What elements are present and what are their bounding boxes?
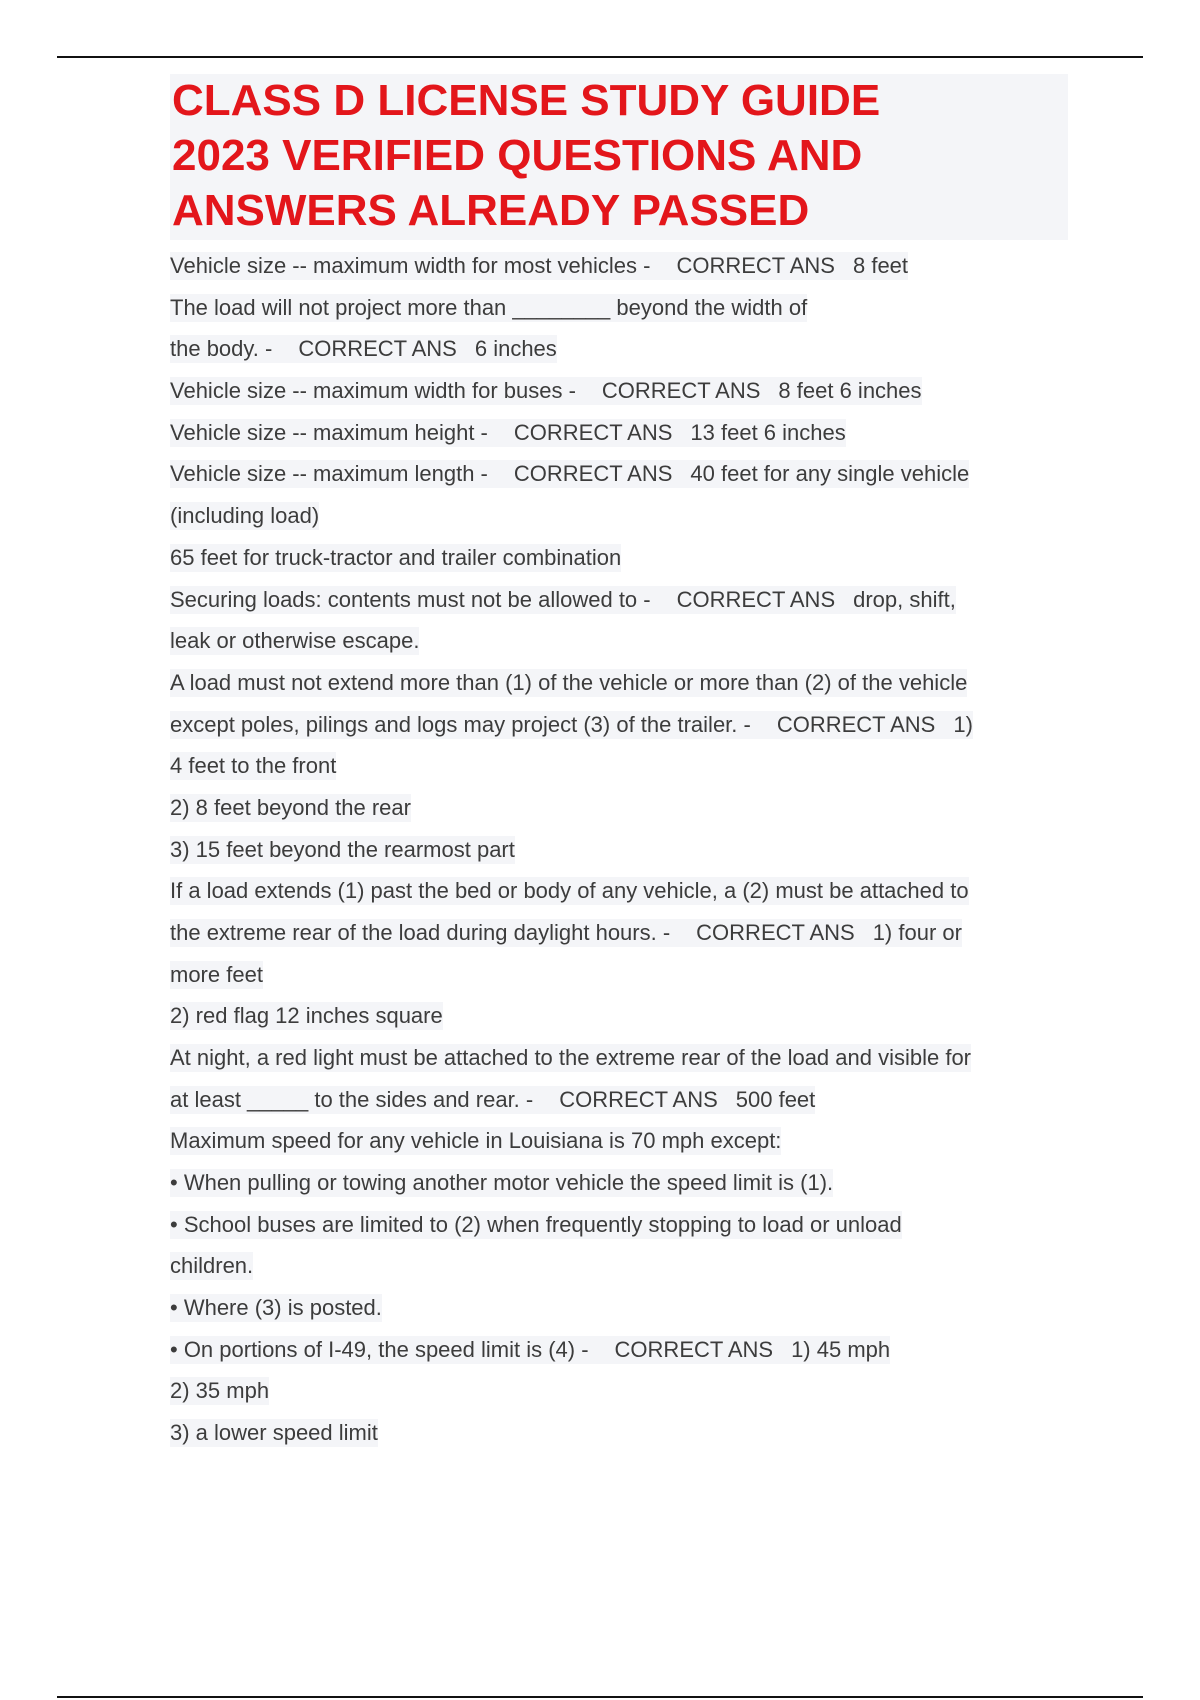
line-highlight: [170, 669, 967, 697]
question-text: the body. -: [170, 336, 273, 361]
question-text: 3) 15 feet beyond the rearmost part: [170, 837, 515, 862]
line-highlight: [170, 752, 336, 780]
correct-answer-marker: CORRECT ANS: [614, 1337, 774, 1362]
text-line: [170, 1416, 378, 1450]
line-highlight: [170, 1294, 382, 1322]
line-highlight: [170, 1336, 890, 1364]
correct-answer-marker: CORRECT ANS: [776, 712, 936, 737]
question-text: 3) a lower speed limit: [170, 1420, 378, 1445]
text-line: [170, 1166, 833, 1200]
line-highlight: [170, 1419, 378, 1447]
line-highlight: [170, 377, 922, 405]
text-line: [170, 249, 908, 283]
question-text: 4 feet to the front: [170, 753, 337, 778]
question-text: Maximum speed for any vehicle in Louisiana is 70 mph except:: [170, 1128, 782, 1153]
line-highlight: [170, 544, 621, 572]
text-line: [170, 457, 969, 491]
text-line: [170, 791, 411, 825]
answer-text: 13 feet 6 inches: [690, 420, 846, 445]
answer-text: 1): [953, 712, 973, 737]
text-line: [170, 1249, 253, 1283]
question-text: 65 feet for truck-tractor and trailer combination: [170, 545, 622, 570]
question-text: 2) 8 feet beyond the rear: [170, 795, 411, 820]
text-line: [170, 291, 807, 325]
line-highlight: [170, 919, 962, 947]
question-text: more feet: [170, 962, 263, 987]
answer-text: 6 inches: [474, 336, 557, 361]
correct-answer-marker: CORRECT ANS: [298, 336, 457, 361]
correct-answer-marker: CORRECT ANS: [676, 253, 835, 278]
line-highlight: [170, 794, 411, 822]
correct-answer-marker: CORRECT ANS: [559, 1087, 718, 1112]
answer-text: drop, shift,: [853, 587, 956, 612]
text-line: [170, 833, 515, 867]
question-text: • On portions of I-49, the speed limit is (4) -: [170, 1337, 589, 1362]
text-line: [170, 332, 557, 366]
answer-text: 40 feet for any single vehicle: [690, 461, 970, 486]
title-line-1: CLASS D LICENSE STUDY GUIDE: [172, 76, 881, 125]
text-line: [170, 624, 419, 658]
text-line: [170, 1333, 890, 1367]
line-highlight: [170, 252, 908, 280]
text-line: [170, 666, 967, 700]
line-highlight: [170, 586, 956, 614]
line-highlight: [170, 627, 419, 655]
question-text: • School buses are limited to (2) when frequently stopping to load or unload: [170, 1212, 902, 1237]
text-line: [170, 374, 922, 408]
correct-answer-marker: CORRECT ANS: [696, 920, 855, 945]
answer-text: 8 feet: [852, 253, 909, 278]
text-line: [170, 958, 263, 992]
line-highlight: [170, 836, 515, 864]
line-highlight: [170, 1044, 971, 1072]
line-highlight: [170, 460, 969, 488]
question-text: children.: [170, 1253, 254, 1278]
line-highlight: [170, 335, 557, 363]
answer-text: 1) four or: [872, 920, 962, 945]
line-highlight: [170, 1127, 781, 1155]
line-highlight: [170, 877, 969, 905]
correct-answer-marker: CORRECT ANS: [513, 461, 673, 486]
line-highlight: [170, 1002, 443, 1030]
line-highlight: [170, 1086, 815, 1114]
question-text: the extreme rear of the load during daylight hours. -: [170, 920, 671, 945]
question-text: 2) red flag 12 inches square: [170, 1003, 443, 1028]
question-text: • When pulling or towing another motor vehicle the speed limit is (1).: [170, 1170, 834, 1195]
line-highlight: [170, 294, 807, 322]
text-line: [170, 749, 336, 783]
text-line: [170, 1124, 781, 1158]
correct-answer-marker: CORRECT ANS: [513, 420, 673, 445]
text-line: [170, 1291, 382, 1325]
question-text: at least _____ to the sides and rear. -: [170, 1087, 534, 1112]
question-text: leak or otherwise escape.: [170, 628, 420, 653]
line-highlight: [170, 1211, 902, 1239]
text-line: [170, 583, 956, 617]
text-line: [170, 999, 443, 1033]
line-highlight: [170, 961, 263, 989]
text-line: [170, 1208, 902, 1242]
question-text: except poles, pilings and logs may project (3) of the trailer. -: [170, 712, 751, 737]
text-line: [170, 916, 962, 950]
text-line: [170, 1374, 269, 1408]
question-text: Vehicle size -- maximum length -: [170, 461, 488, 486]
question-text: At night, a red light must be attached to the extreme rear of the load and visible for: [170, 1045, 972, 1070]
question-text: 2) 35 mph: [170, 1378, 270, 1403]
line-highlight: [170, 1169, 833, 1197]
text-line: [170, 416, 846, 450]
text-line: [170, 874, 969, 908]
correct-answer-marker: CORRECT ANS: [601, 378, 761, 403]
text-line: [170, 541, 621, 575]
answer-text: 1) 45 mph: [791, 1337, 891, 1362]
bottom-rule: [57, 1696, 1143, 1698]
title-line-2: 2023 VERIFIED QUESTIONS AND: [172, 131, 863, 180]
title-line-3: ANSWERS ALREADY PASSED: [172, 186, 810, 235]
line-highlight: [170, 711, 973, 739]
answer-text: 8 feet 6 inches: [778, 378, 922, 403]
line-highlight: [170, 1252, 253, 1280]
line-highlight: [170, 502, 319, 530]
question-text: • Where (3) is posted.: [170, 1295, 382, 1320]
question-text: Vehicle size -- maximum height -: [170, 420, 488, 445]
question-text: If a load extends (1) past the bed or body of any vehicle, a (2) must be attached to: [170, 878, 969, 903]
text-line: [170, 708, 973, 742]
question-text: Vehicle size -- maximum width for most vehicles -: [170, 253, 651, 278]
question-text: Vehicle size -- maximum width for buses -: [170, 378, 576, 403]
document-title: [170, 74, 1068, 240]
question-text: A load must not extend more than (1) of the vehicle or more than (2) of the vehicle: [170, 670, 968, 695]
question-text: Securing loads: contents must not be allowed to -: [170, 587, 651, 612]
text-line: [170, 499, 319, 533]
text-line: [170, 1041, 971, 1075]
correct-answer-marker: CORRECT ANS: [676, 587, 836, 612]
top-rule: [57, 56, 1143, 58]
line-highlight: [170, 1377, 269, 1405]
answer-text: 500 feet: [735, 1087, 816, 1112]
question-text: (including load): [170, 503, 320, 528]
line-highlight: [170, 419, 846, 447]
text-line: [170, 1083, 815, 1117]
question-text: The load will not project more than ________ beyond the width of: [170, 295, 808, 320]
